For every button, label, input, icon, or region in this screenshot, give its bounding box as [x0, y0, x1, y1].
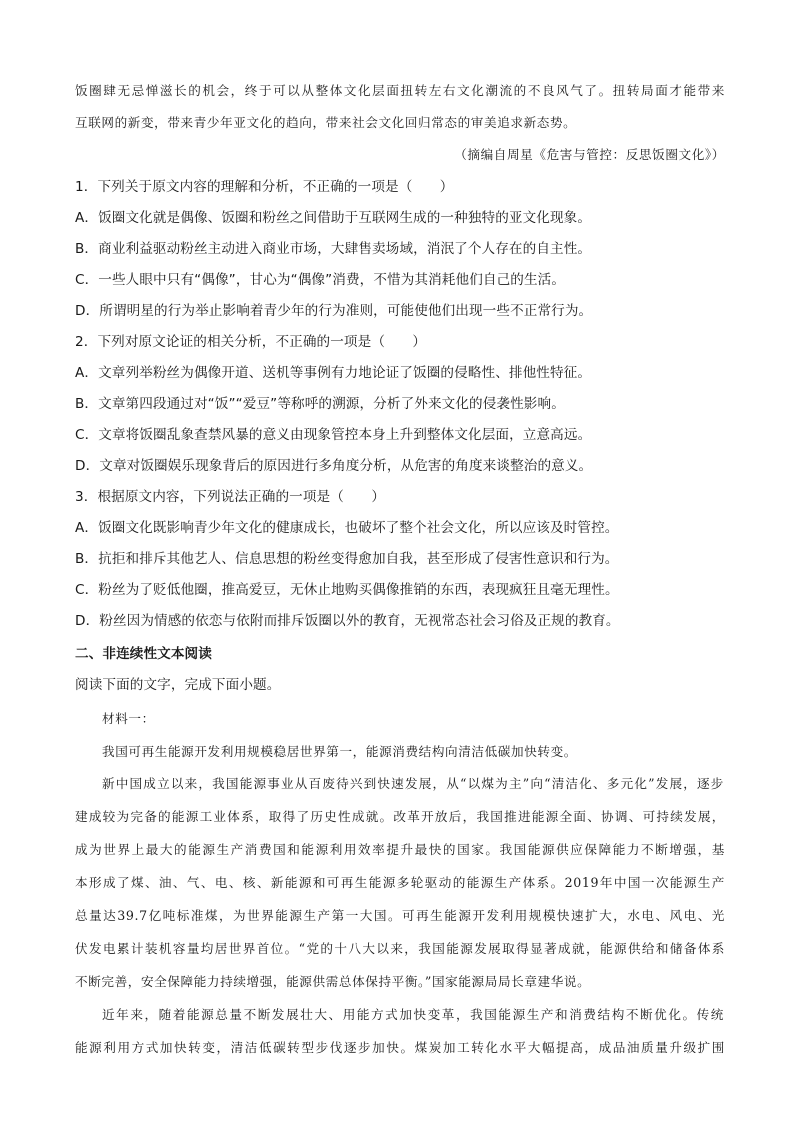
material-paragraph-1-line: 新中国成立以来，我国能源事业从百废待兴到快速发展，从“以煤为主”向“清洁化、多元化”发展，逐步	[102, 776, 724, 791]
section-instruction: 阅读下面的文字，完成下面小题。	[75, 677, 281, 693]
passage-tail-line-2: 互联网的新变，带来青少年亚文化的趋向，带来社会文化回归常态的审美追求新态势。	[75, 115, 577, 130]
material-paragraph-1-line: 建成较为完备的能源工业体系，取得了历史性成就。改革开放后，我国推进能源全面、协调、可持续发展，	[75, 809, 725, 824]
material-label: 材料一：	[102, 711, 155, 726]
question-3-option-a: A．饭圈文化既影响青少年文化的健康成长，也破坏了整个社会文化，所以应该及时管控。	[75, 520, 619, 536]
passage-source: （摘编自周星《危害与管控：反思饭圈文化》）	[454, 147, 725, 162]
material-paragraph-1-line: 成为世界上最大的能源生产消费国和能源利用效率提升最快的国家。我国能源供应保障能力不断增强，基	[75, 842, 725, 857]
section-heading: 二、非连续性文本阅读	[75, 646, 212, 662]
question-1-option-b: B．商业利益驱动粉丝主动进入商业市场，大肆售卖场域，消泯了个人存在的自主性。	[75, 241, 592, 257]
question-3-stem: 3．根据原文内容，下列说法正确的一项是（ ）	[75, 489, 386, 505]
question-2-option-d: D．文章对饭圈娱乐现象背后的原因进行多角度分析，从危害的角度来谈整治的意义。	[75, 458, 593, 474]
material-paragraph-2-line: 近年来，随着能源总量不断发展壮大、用能方式加快变革，我国能源生产和消费结构不断优化。传统	[102, 1007, 724, 1022]
question-2-option-b: B．文章第四段通过对“饭”“爱豆”等称呼的溯源，分析了外来文化的侵袭性影响。	[75, 396, 565, 412]
question-2-option-c: C．文章将饭圈乱象查禁风暴的意义由现象管控本身上升到整体文化层面，立意高远。	[75, 427, 592, 443]
material-paragraph-1-line: 伏发电累计装机容量均居世界首位。“党的十八大以来，我国能源发展取得显著成就，能源供给和储备体系	[75, 941, 725, 956]
material-paragraph-2-line: 能源利用方式加快转变，清洁低碳转型步伐逐步加快。煤炭加工转化水平大幅提高，成品油质量升级扩围	[75, 1040, 725, 1055]
question-3-option-b: B．抗拒和排斥其他艺人、信息思想的粉丝变得愈加自我，甚至形成了侵害性意识和行为。	[75, 551, 619, 567]
material-title-sentence: 我国可再生能源开发利用规模稳居世界第一，能源消费结构向清洁低碳加快转变。	[102, 744, 577, 759]
question-1-option-d: D．所谓明星的行为举止影响着青少年的行为准则，可能使他们出现一些不正常行为。	[75, 303, 593, 319]
question-1-option-c: C．一些人眼中只有“偶像”，甘心为“偶像”消费，不惜为其消耗他们自己的生活。	[75, 272, 566, 288]
material-paragraph-1-line: 总量达39.7亿吨标准煤，为世界能源生产第一大国。可再生能源开发利用规模快速扩大，水电、风电、光	[75, 908, 725, 923]
question-2-stem: 2．下列对原文论证的相关分析，不正确的一项是（ ）	[75, 334, 427, 350]
question-1-stem: 1．下列关于原文内容的理解和分析，不正确的一项是（ ）	[75, 179, 454, 195]
passage-tail-line-1: 饭圈肆无忌惮滋长的机会，终于可以从整体文化层面扭转左右文化潮流的不良风气了。扭转局面才能带来	[75, 83, 725, 98]
question-2-option-a: A．文章列举粉丝为偶像开道、送机等事例有力地论证了饭圈的侵略性、排他性特征。	[75, 365, 592, 381]
material-paragraph-1-line: 本形成了煤、油、气、电、核、新能源和可再生能源多轮驱动的能源生产体系。2019年中国一次能源生产	[75, 875, 725, 890]
question-3-option-d: D．粉丝因为情感的依恋与依附而排斥饭圈以外的教育，无视常态社会习俗及正规的教育。	[75, 613, 620, 629]
question-3-option-c: C．粉丝为了贬低他圈，推高爱豆，无休止地购买偶像推销的东西，表现疯狂且毫无理性。	[75, 582, 619, 598]
material-paragraph-1-line: 不断完善，安全保障能力持续增强，能源供需总体保持平衡。”国家能源局局长章建华说。	[75, 974, 591, 989]
question-1-option-a: A．饭圈文化就是偶像、饭圈和粉丝之间借助于互联网生成的一种独特的亚文化现象。	[75, 210, 592, 226]
